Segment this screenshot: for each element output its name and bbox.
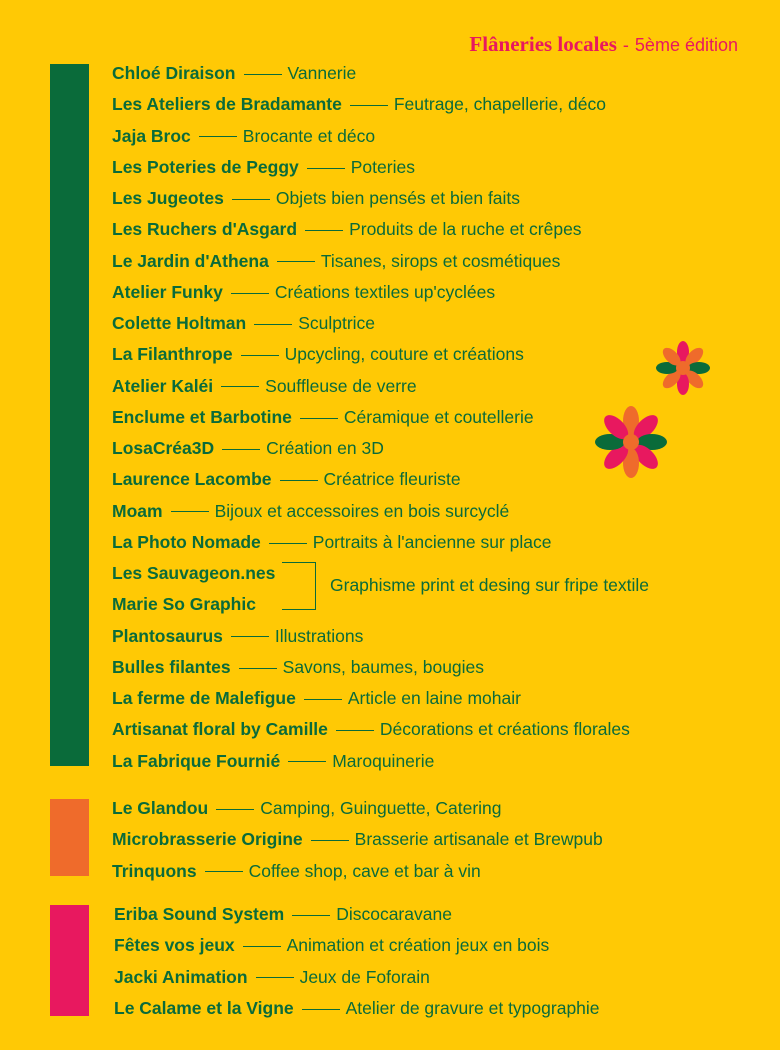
dash-separator (171, 511, 209, 512)
dash-separator (216, 809, 254, 810)
exhibitor-description: Poteries (350, 156, 415, 177)
flower-center (676, 361, 690, 375)
exhibitor-description: Jeux de Foforain (299, 966, 430, 987)
exhibitor-name: Marie So Graphic (112, 594, 256, 615)
exhibitor-row (112, 562, 275, 584)
exhibitor-row (112, 437, 384, 459)
dash-separator (231, 636, 269, 637)
exhibitor-description: Atelier de gravure et typographie (345, 997, 600, 1018)
exhibitor-name: Microbrasserie Origine (112, 829, 303, 850)
dash-separator (304, 699, 342, 700)
exhibitor-row (112, 343, 524, 365)
exhibitor-row (112, 797, 502, 819)
exhibitor-name: Les Sauvageon.nes (112, 563, 276, 583)
exhibitor-row (112, 187, 520, 209)
exhibitor-row (114, 966, 430, 988)
exhibitor-name: Eriba Sound System (114, 904, 285, 924)
exhibitor-description: Brasserie artisanale et Brewpub (354, 829, 603, 850)
exhibitor-name: Les Ateliers de Bradamante (112, 94, 342, 115)
exhibitor-description: Vannerie (287, 63, 357, 83)
dash-separator (269, 543, 307, 544)
exhibitor-row (112, 593, 256, 615)
exhibitor-name: Colette Holtman (112, 313, 247, 333)
exhibitor-name: Bulles filantes (112, 656, 231, 677)
exhibitor-row (112, 718, 630, 740)
exhibitor-name: Artisanat floral by Camille (112, 719, 328, 740)
exhibitor-name: Jaja Broc (112, 125, 191, 146)
event-title: Flâneries locales (469, 32, 617, 56)
dash-separator (222, 449, 260, 450)
exhibitor-row (112, 750, 434, 772)
dash-separator (311, 840, 349, 841)
dash-separator (336, 730, 374, 731)
exhibitor-row (112, 531, 552, 553)
title-separator: - (622, 35, 629, 55)
exhibitor-name: La Filanthrope (112, 344, 233, 365)
exhibitor-description: Illustrations (274, 625, 364, 646)
exhibitor-name: Jacki Animation (114, 966, 248, 987)
dash-separator (241, 355, 279, 356)
exhibitor-row (112, 93, 606, 115)
dash-separator (232, 199, 270, 200)
dash-separator (302, 1009, 340, 1010)
exhibitor-row (112, 281, 495, 303)
artisans-color-bar (50, 64, 89, 766)
exhibitor-row (112, 656, 484, 678)
exhibitor-row (112, 500, 509, 522)
dash-separator (292, 915, 330, 916)
dash-separator (300, 418, 338, 419)
exhibitor-description: Upcycling, couture et créations (284, 344, 524, 365)
exhibitor-description: Discocaravane (336, 904, 452, 924)
exhibitor-name: La ferme de Malefigue (112, 688, 296, 708)
exhibitor-description: Sculptrice (298, 313, 376, 333)
edition-label: 5ème édition (634, 35, 738, 55)
exhibitor-row (112, 125, 375, 147)
exhibitor-description: Objets bien pensés et bien faits (275, 188, 521, 208)
exhibitor-name: Enclume et Barbotine (112, 406, 292, 427)
exhibitor-name: Atelier Funky (112, 281, 223, 302)
dash-separator (199, 136, 237, 137)
exhibitor-row (114, 934, 549, 956)
header (469, 34, 738, 55)
exhibitor-description: Feutrage, chapellerie, déco (393, 94, 606, 115)
exhibitor-description: Tisanes, sirops et cosmétiques (320, 250, 561, 271)
exhibitor-row (112, 828, 603, 850)
exhibitor-name: Fêtes vos jeux (114, 935, 235, 956)
shared-description-bracket (282, 562, 316, 610)
flower-icon (648, 333, 718, 403)
exhibitor-description: Coffee shop, cave et bar à vin (248, 860, 481, 881)
exhibitor-description: Décorations et créations florales (379, 719, 630, 740)
exhibitor-name: La Fabrique Fournié (112, 750, 281, 771)
dash-separator (221, 386, 259, 387)
exhibitor-description: Céramique et coutellerie (343, 406, 534, 427)
exhibitor-name: Le Glandou (112, 798, 209, 818)
exhibitor-row (112, 156, 415, 178)
dash-separator (277, 261, 315, 262)
dash-separator (307, 168, 345, 169)
exhibitor-name: La Photo Nomade (112, 531, 261, 552)
flower-center (623, 434, 639, 450)
dash-separator (231, 293, 269, 294)
flower-icon (586, 397, 676, 487)
exhibitor-description: Bijoux et accessoires en bois surcyclé (214, 500, 510, 521)
exhibitor-description: Créatrice fleuriste (323, 469, 461, 490)
exhibitor-row (112, 687, 521, 709)
exhibitor-row (114, 997, 600, 1019)
exhibitor-name: Les Jugeotes (112, 188, 224, 208)
exhibitor-description: Camping, Guinguette, Catering (260, 798, 502, 818)
dash-separator (205, 871, 243, 872)
exhibitor-name: Laurence Lacombe (112, 469, 272, 490)
exhibitor-row (112, 860, 481, 882)
exhibitor-description: Souffleuse de verre (265, 375, 417, 396)
exhibitor-name: Chloé Diraison (112, 63, 236, 83)
exhibitor-name: LosaCréa3D (112, 438, 215, 458)
exhibitor-name: Moam (112, 500, 163, 521)
exhibitor-name: Plantosaurus (112, 625, 223, 646)
dash-separator (280, 480, 318, 481)
exhibitor-description: Produits de la ruche et crêpes (349, 219, 582, 240)
exhibitor-row (112, 218, 582, 240)
exhibitor-description: Création en 3D (266, 438, 384, 458)
exhibitor-row (112, 625, 363, 647)
exhibitor-row (112, 62, 356, 84)
exhibitor-row (114, 903, 452, 925)
exhibitor-row (112, 406, 534, 428)
exhibitor-name: Atelier Kaléi (112, 375, 214, 396)
shared-description: Graphisme print et desing sur fripe textile (330, 575, 650, 595)
exhibitor-description: Brocante et déco (242, 125, 376, 146)
exhibitor-name: Trinquons (112, 860, 197, 881)
dash-separator (239, 668, 277, 669)
exhibitor-description: Savons, baumes, bougies (282, 656, 485, 677)
exhibitor-description: Créations textiles up'cyclées (274, 281, 496, 302)
exhibitor-description: Animation et création jeux en bois (286, 935, 550, 956)
dash-separator (243, 946, 281, 947)
exhibitor-row (112, 468, 461, 490)
exhibitor-description: Maroquinerie (332, 750, 435, 771)
dash-separator (350, 105, 388, 106)
dash-separator (256, 977, 294, 978)
exhibitor-row (112, 250, 560, 272)
exhibitor-name: Les Ruchers d'Asgard (112, 219, 298, 240)
food-color-bar (50, 799, 89, 876)
exhibitor-description: Portraits à l'ancienne sur place (312, 531, 552, 552)
entertainment-color-bar (50, 905, 89, 1016)
exhibitor-name: Les Poteries de Peggy (112, 156, 299, 177)
exhibitor-description: Article en laine mohair (347, 688, 521, 708)
exhibitor-row (112, 375, 417, 397)
dash-separator (244, 74, 282, 75)
dash-separator (305, 230, 343, 231)
dash-separator (288, 761, 326, 762)
dash-separator (254, 324, 292, 325)
exhibitor-row (112, 312, 375, 334)
exhibitor-name: Le Jardin d'Athena (112, 250, 269, 271)
exhibitor-name: Le Calame et la Vigne (114, 997, 294, 1018)
